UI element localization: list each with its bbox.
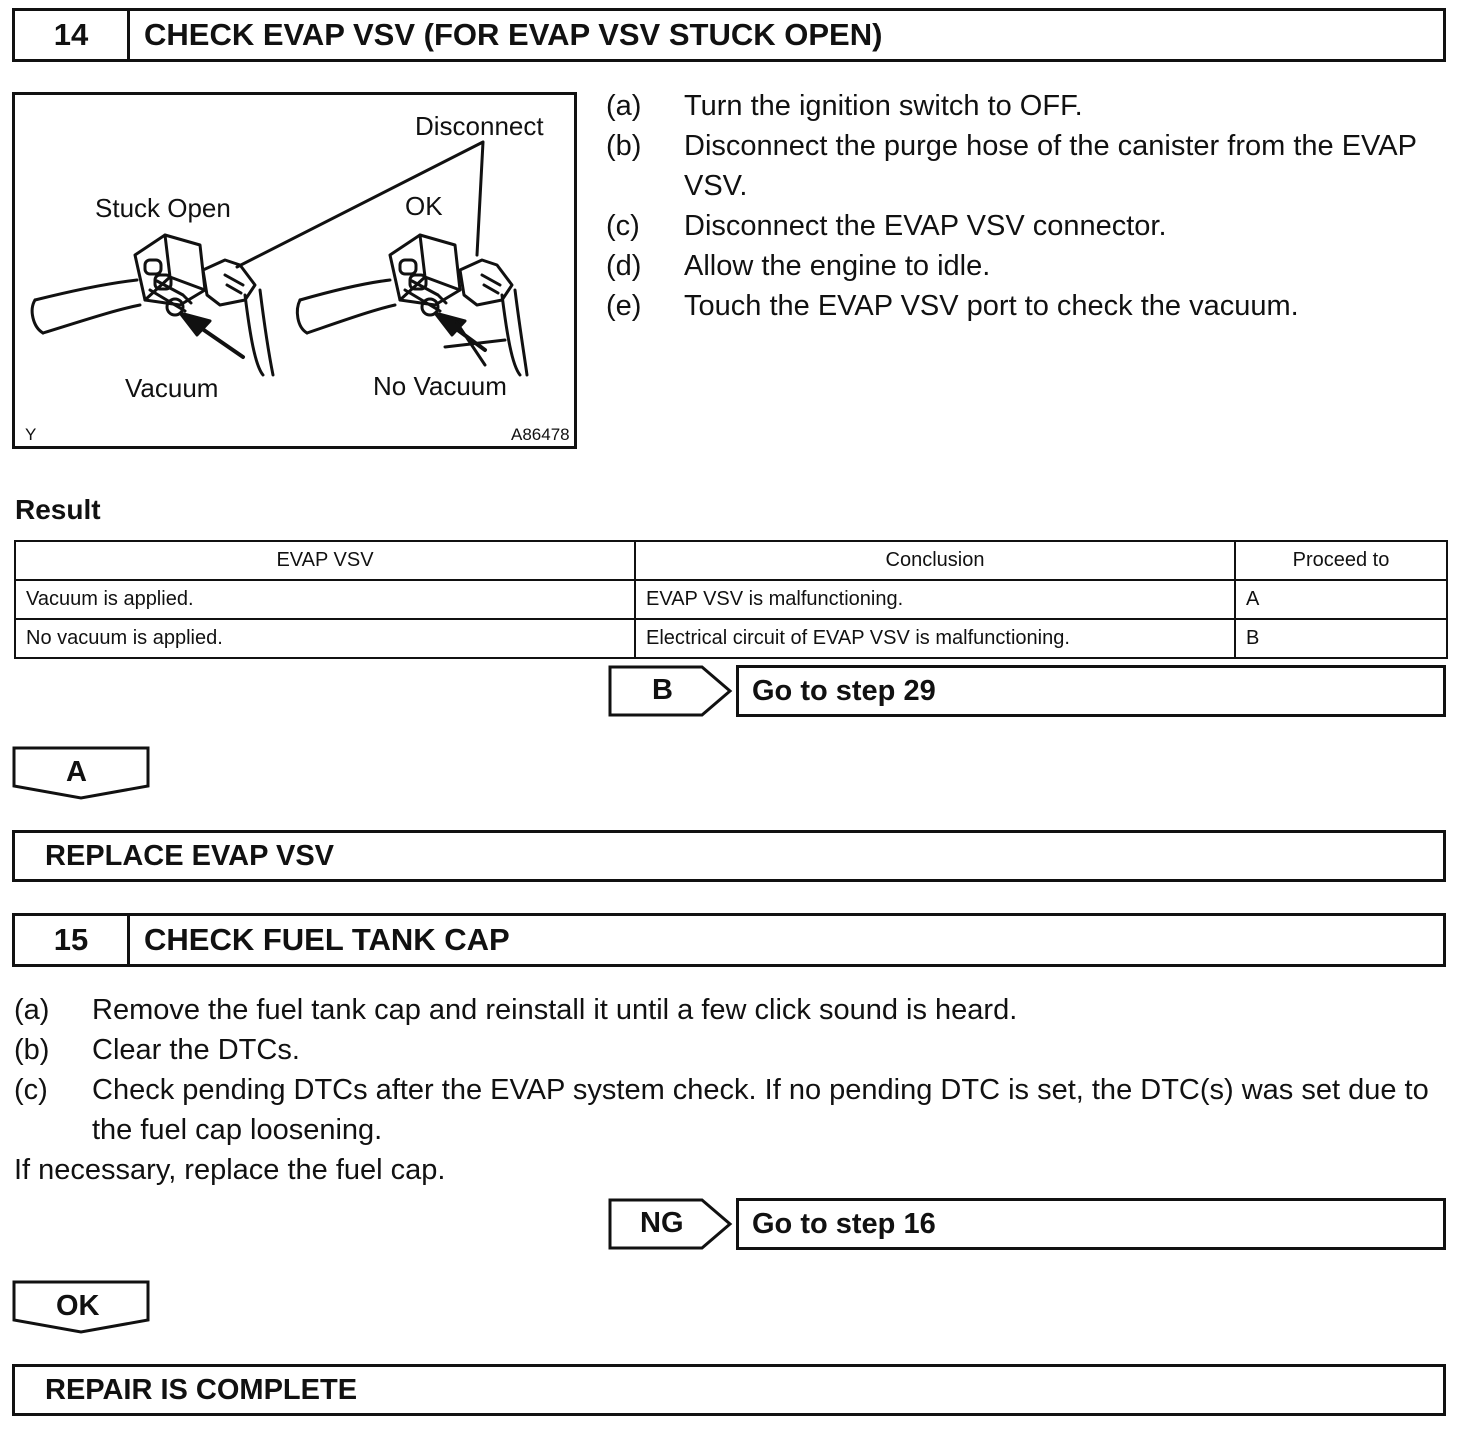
table-cell: EVAP VSV is malfunctioning. <box>635 580 1235 619</box>
table-cell: Vacuum is applied. <box>15 580 635 619</box>
instruction-item: (b) Disconnect the purge hose of the canister from the EVAP VSV. <box>606 130 1417 202</box>
right-connector-icon <box>460 260 512 305</box>
table-cell: Electrical circuit of EVAP VSV is malfunctioning. <box>635 619 1235 658</box>
instruction-item: (a) Remove the fuel tank cap and reinstall it until a few click sound is heard. <box>14 994 1018 1026</box>
instruction-item: (a) Turn the ignition switch to OFF. <box>606 90 1083 122</box>
instruction-item: (c) Check pending DTCs after the EVAP system check. If no pending DTC is set, the DTC(s) was set due to the fuel cap loosening. <box>14 1074 1429 1146</box>
ok-label: OK <box>405 191 443 221</box>
repair-complete-box: REPAIR IS COMPLETE <box>12 1364 1446 1416</box>
disconnect-label: Disconnect <box>415 111 544 141</box>
table-cell: No vacuum is applied. <box>15 619 635 658</box>
branch-b-label: B <box>652 674 673 706</box>
instruction-item: (e) Touch the EVAP VSV port to check the vacuum. <box>606 290 1299 322</box>
disconnect-leader-line <box>237 142 483 267</box>
branch-a-label: A <box>66 756 87 788</box>
table-row <box>15 580 1447 619</box>
table-header-row <box>15 541 1447 580</box>
branch-ng-label: NG <box>640 1207 684 1239</box>
step-15-instructions <box>14 990 1454 1190</box>
column-header: EVAP VSV <box>15 541 635 580</box>
instruction-item: (d) Allow the engine to idle. <box>606 250 991 282</box>
stuck-open-label: Stuck Open <box>95 193 231 223</box>
no-vacuum-label: No Vacuum <box>373 371 507 401</box>
step-title: CHECK FUEL TANK CAP <box>144 922 510 957</box>
instruction-item: (c) Disconnect the EVAP VSV connector. <box>606 210 1167 242</box>
replace-evap-vsv-box: REPLACE EVAP VSV <box>12 830 1446 882</box>
step-14-header <box>12 8 1446 62</box>
step-number: 14 <box>15 11 130 59</box>
note: If necessary, replace the fuel cap. <box>14 1154 446 1186</box>
table-row <box>15 619 1447 658</box>
column-header: Proceed to <box>1235 541 1447 580</box>
column-header: Conclusion <box>635 541 1235 580</box>
table-cell: A <box>1235 580 1447 619</box>
instruction-item: (b) Clear the DTCs. <box>14 1034 300 1066</box>
evap-vsv-figure <box>12 92 577 449</box>
branch-ok-label: OK <box>56 1290 100 1322</box>
step-title: CHECK EVAP VSV (FOR EVAP VSV STUCK OPEN) <box>144 17 883 52</box>
figure-corner-code: Y <box>25 425 37 444</box>
result-table <box>14 540 1448 659</box>
step-14-instructions <box>606 86 1452 326</box>
step-15-header <box>12 913 1446 967</box>
vacuum-label: Vacuum <box>125 373 219 403</box>
result-heading: Result <box>15 494 101 525</box>
left-hose-icon <box>35 280 140 333</box>
right-hose-icon <box>300 280 395 333</box>
figure-id: A86478 <box>511 425 570 444</box>
left-connector-icon <box>203 260 255 305</box>
table-cell: B <box>1235 619 1447 658</box>
step-number: 15 <box>15 916 130 964</box>
go-to-step-16-link[interactable]: Go to step 16 <box>736 1198 1446 1250</box>
go-to-step-29-link[interactable]: Go to step 29 <box>736 665 1446 717</box>
